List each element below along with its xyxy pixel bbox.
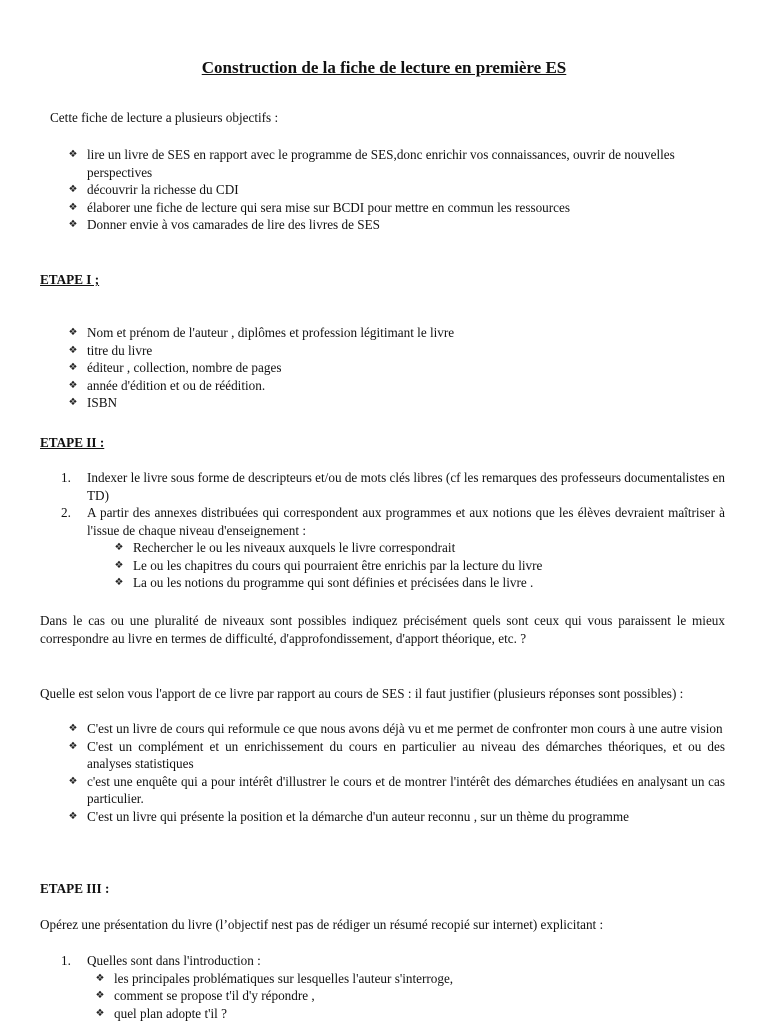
contributions-list: [68, 720, 725, 825]
etape1-item-text: année d'édition et ou de réédition.: [87, 377, 266, 393]
diamond-bullet-icon: ❖: [68, 397, 78, 408]
list-item: [68, 342, 725, 360]
diamond-bullet-icon: ❖: [68, 362, 78, 373]
apport-paragraph: Quelle est selon vous l'apport de ce livre par rapport au cours de SES : il faut justifier (plusieurs réponses sont possibles) :: [40, 686, 684, 701]
etape3-heading: ETAPE III :: [40, 881, 110, 896]
etape1-item-text: titre du livre: [87, 342, 153, 358]
etape3-item-text: Quelles sont dans l'introduction :: [87, 953, 261, 968]
etape3-sublist: [87, 970, 725, 1023]
page-title: Construction de la fiche de lecture en première ES: [201, 58, 567, 77]
subitem-text: comment se propose t'il d'y répondre ,: [114, 988, 315, 1003]
list-item: [68, 720, 725, 738]
objective-text: élaborer une fiche de lecture qui sera mise sur BCDI pour mettre en commun les ressources: [87, 199, 571, 215]
diamond-bullet-icon: ❖: [95, 990, 105, 1001]
list-item: [68, 199, 725, 217]
etape2-item-text: A partir des annexes distribuées qui correspondent aux programmes et aux notions que les élèves devraient maîtriser à l'issue de chaque niveau d'enseignement :: [87, 505, 725, 538]
etape2-list: [61, 469, 725, 592]
objective-text: découvrir la richesse du CDI: [87, 182, 239, 197]
contribution-text: C'est un livre de cours qui reformule ce que nous avons déjà vu et me permet de confronter mon cours à une autre vision: [87, 721, 723, 736]
etape3-paragraph: Opérez une présentation du livre (l’objectif nest pas de rédiger un résumé recopié sur internet) explicitant :: [40, 917, 604, 932]
diamond-bullet-icon: ❖: [95, 972, 105, 984]
list-item: [114, 574, 725, 592]
diamond-bullet-icon: ❖: [95, 1007, 105, 1019]
item-number: 1.: [61, 470, 71, 485]
etape3-list: [61, 952, 725, 1022]
list-item: [68, 808, 725, 826]
list-item: [68, 738, 725, 773]
list-item: [68, 216, 725, 234]
diamond-bullet-icon: ❖: [114, 577, 124, 588]
etape1-item-text: Nom et prénom de l'auteur , diplômes et profession légitimant le livre: [87, 325, 455, 340]
etape2-item-text: Indexer le livre sous forme de descripteurs et/ou de mots clés libres (cf les remarques des professeurs documentalistes en TD): [87, 470, 725, 503]
contribution-text: C'est un complément et un enrichissement du cours en particulier au niveau des démarches théoriques, et ou des analyses statistiques: [87, 738, 725, 771]
etape1-item-text: éditeur , collection, nombre de pages: [87, 360, 282, 375]
diamond-bullet-icon: ❖: [68, 201, 78, 213]
subitem-text: La ou les notions du programme qui sont définies et précisées dans le livre .: [133, 575, 534, 590]
contribution-text: C'est un livre qui présente la position et la démarche d'un auteur reconnu , sur un thème du programme: [87, 808, 629, 824]
list-item: [61, 469, 725, 504]
diamond-bullet-icon: ❖: [68, 740, 78, 752]
list-item: [114, 557, 725, 575]
list-item: [61, 952, 725, 1022]
etape2-sublist: [87, 539, 725, 592]
diamond-bullet-icon: ❖: [68, 344, 78, 356]
diamond-bullet-icon: ❖: [68, 327, 78, 338]
diamond-bullet-icon: ❖: [114, 559, 124, 571]
diamond-bullet-icon: ❖: [68, 723, 78, 734]
item-number: 2.: [61, 505, 71, 520]
objective-text: Donner envie à vos camarades de lire des livres de SES: [87, 217, 380, 232]
diamond-bullet-icon: ❖: [68, 775, 78, 787]
list-item: [68, 394, 725, 412]
intro-text: Cette fiche de lecture a plusieurs objectifs :: [50, 110, 279, 125]
list-item: [95, 970, 725, 988]
diamond-bullet-icon: ❖: [68, 149, 78, 160]
subitem-text: Le ou les chapitres du cours qui pourraient être enrichis par la lecture du livre: [133, 557, 543, 573]
diamond-bullet-icon: ❖: [114, 542, 124, 553]
subitem-text: les principales problématiques sur lesquelles l'auteur s'interroge,: [114, 970, 454, 986]
objective-text: lire un livre de SES en rapport avec le programme de SES,donc enrichir vos connaissances, ouvrir de nouvelles perspectives: [87, 147, 675, 180]
diamond-bullet-icon: ❖: [68, 379, 78, 391]
list-item: [68, 146, 725, 181]
diamond-bullet-icon: ❖: [68, 184, 78, 195]
objectives-list: [68, 146, 725, 234]
diamond-bullet-icon: ❖: [68, 219, 78, 230]
list-item: [68, 359, 725, 377]
list-item: [95, 1005, 725, 1023]
list-item: [95, 987, 725, 1005]
list-item: [68, 324, 725, 342]
subitem-text: quel plan adopte t'il ?: [114, 1005, 227, 1021]
list-item: [68, 181, 725, 199]
etape2-heading: ETAPE II :: [40, 435, 105, 450]
niveaux-paragraph: Dans le cas ou une pluralité de niveaux sont possibles indiquez précisément quels sont ceux qui vous paraissent le mieux correspondre au livre en termes de difficulté, d'approfondissement, d'apport théorique, etc. ?: [40, 613, 725, 646]
etape1-heading: ETAPE I ;: [40, 272, 100, 287]
list-item: [61, 504, 725, 592]
etape1-list: [68, 324, 725, 412]
item-number: 1.: [61, 953, 71, 968]
contribution-text: c'est une enquête qui a pour intérêt d'illustrer le cours et de montrer l'intérêt des démarches étudiées en analysant un cas particulier.: [87, 773, 725, 806]
diamond-bullet-icon: ❖: [68, 810, 78, 822]
list-item: [114, 539, 725, 557]
list-item: [68, 773, 725, 808]
etape1-item-text: ISBN: [87, 395, 118, 410]
list-item: [68, 377, 725, 395]
subitem-text: Rechercher le ou les niveaux auxquels le livre correspondrait: [133, 540, 456, 555]
